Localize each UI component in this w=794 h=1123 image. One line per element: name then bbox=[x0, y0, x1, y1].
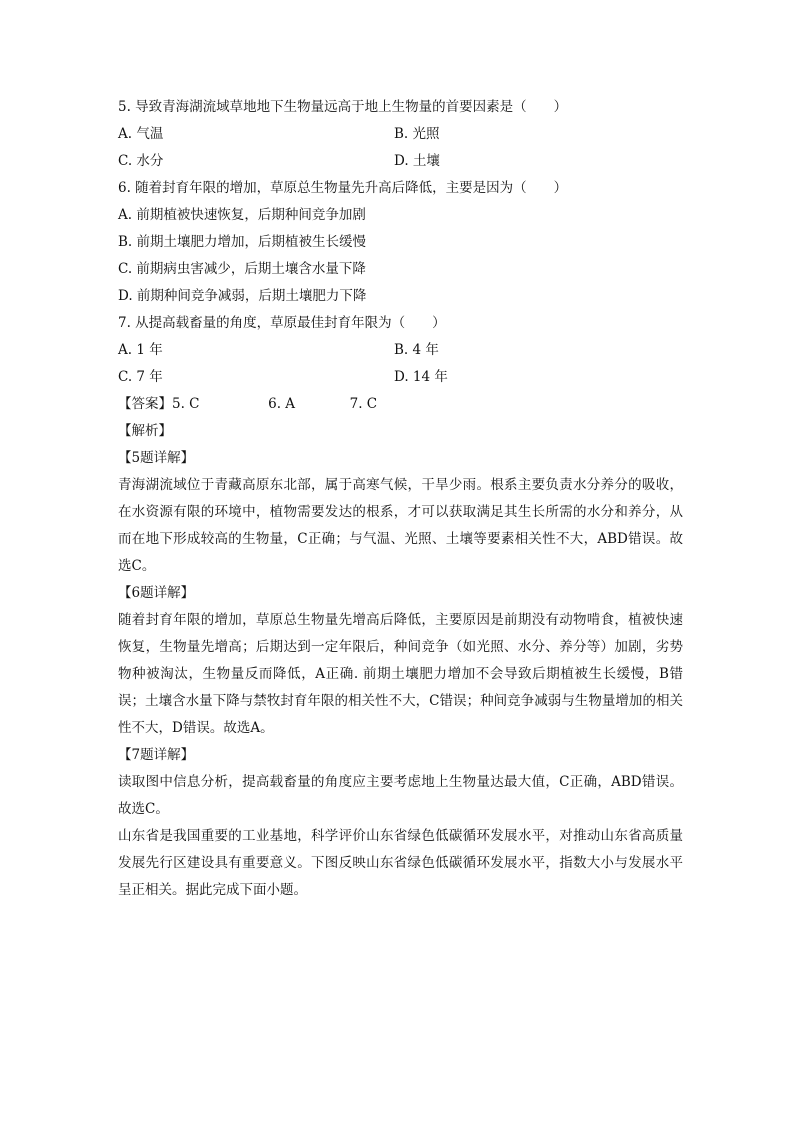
question-6-option-c: C. 前期病虫害减少，后期土壤含水量下降 bbox=[118, 261, 366, 277]
question-7-options-row-1 bbox=[118, 337, 683, 364]
detail-5-heading: 【5题详解】 bbox=[118, 450, 195, 466]
question-5-options-row-1 bbox=[118, 121, 683, 148]
question-5-option-c: C. 水分 bbox=[118, 153, 164, 169]
question-5-options-row-2 bbox=[118, 148, 683, 175]
detail-7-text: 读取图中信息分析，提高载畜量的角度应主要考虑地上生物量达最大值，C正确，ABD错误。故选C。 bbox=[118, 774, 683, 817]
detail-7-heading: 【7题详解】 bbox=[118, 747, 195, 763]
question-5-option-b: B. 光照 bbox=[394, 126, 440, 142]
question-6-option-b: B. 前期土壤肥力增加，后期植被生长缓慢 bbox=[118, 234, 367, 250]
detail-5-text: 青海湖流域位于青藏高原东北部，属于高寒气候，干旱少雨。根系主要负责水分养分的吸收，在水资源有限的环境中，植物需要发达的根系，才可以获取满足其生长所需的水分和养分，从而在地下形成较高的生物量，C正确；与气温、光照、土壤等要素相关性不大，ABD错误。故选C。 bbox=[118, 477, 683, 574]
document-page bbox=[118, 94, 683, 904]
detail-6-text: 随着封育年限的增加，草原总生物量先增高后降低，主要原因是前期没有动物啃食，植被快速恢复，生物量先增高；后期达到一定年限后，种间竞争（如光照、水分、养分等）加剧，劣势物种被淘汰，生物量反而降低，A正确. 前期土壤肥力增加不会导致后期植被生长缓慢，B错误；土壤含水量下降与禁牧封育年限的相关性不大，C错误；种间竞争减弱与生物量增加的相关性不大，D错误。故选A。 bbox=[118, 612, 683, 736]
question-6-option-a: A. 前期植被快速恢复，后期种间竞争加剧 bbox=[118, 207, 366, 223]
question-6-option-d: D. 前期种间竞争减弱，后期土壤肥力下降 bbox=[118, 288, 367, 304]
question-5-option-a: A. 气温 bbox=[118, 126, 164, 142]
question-7-stem: 7. 从提高载畜量的角度，草原最佳封育年限为（ ） bbox=[118, 315, 446, 331]
question-7-option-c: C. 7 年 bbox=[118, 369, 163, 385]
answer-line bbox=[118, 391, 683, 418]
detail-6-heading: 【6题详解】 bbox=[118, 585, 195, 601]
question-6-stem: 6. 随着封育年限的增加，草原总生物量先升高后降低，主要是因为（ ） bbox=[118, 180, 568, 196]
question-7-option-a: A. 1 年 bbox=[118, 342, 163, 358]
question-5-option-d: D. 土壤 bbox=[394, 153, 440, 169]
question-7-option-d: D. 14 年 bbox=[394, 369, 448, 385]
question-7-option-b: B. 4 年 bbox=[394, 342, 439, 358]
question-7-options-row-2 bbox=[118, 364, 683, 391]
question-5-stem: 5. 导致青海湖流域草地地下生物量远高于地上生物量的首要因素是（ ） bbox=[118, 99, 568, 115]
next-section-intro: 山东省是我国重要的工业基地，科学评价山东省绿色低碳循环发展水平，对推动山东省高质量发展先行区建设具有重要意义。下图反映山东省绿色低碳循环发展水平，指数大小与发展水平呈正相关。据此完成下面小题。 bbox=[118, 828, 683, 898]
analysis-heading: 【解析】 bbox=[118, 423, 172, 439]
answer-7: 7. C bbox=[349, 396, 378, 412]
answer-6: 6. A bbox=[268, 396, 296, 412]
answer-5: 【答案】5. C bbox=[118, 396, 200, 412]
